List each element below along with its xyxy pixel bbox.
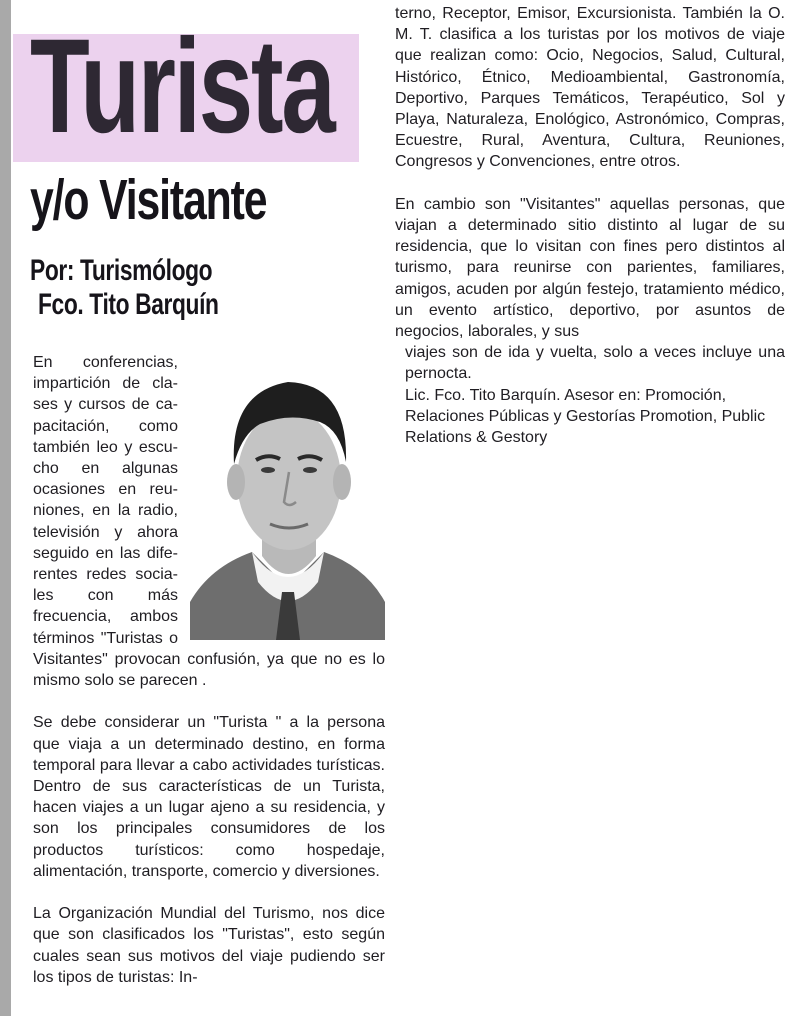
page-edge-bar (0, 0, 11, 1016)
article-paragraph-2: Se debe considerar un "Turista " a la persona que viaja a un determinado destino, en forma temporal para llevar a cabo actividades turísticas. Dentro de sus características de un Turista, hacen viajes a un lugar ajeno a su residencia, y son los principales consumidores de los productos turísticos: como hospedaje, alimentación, transporte, comercio y diversiones. (33, 714, 385, 880)
article-paragraph-5: En cambio son "Visitantes" aquellas personas, que viajan a determinado sitio distinto al lugar de su residencia, que lo visitan con fines pero distintos al turismo, para reunirse con parientes, familiares, amigos, acuden por algún festejo, tratamiento médico, un evento artístico, deportivo, por asuntos de negocios, laborales, y sus (395, 195, 785, 341)
byline-author-title: Por: Turismólogo (30, 254, 213, 287)
article-column-left (33, 352, 385, 988)
headline-turista: Turista (30, 12, 334, 161)
author-photo (190, 352, 385, 640)
article-paragraph-1: En conferencias, impartición de clases y cursos de capacitación, como también leo y escucho en algunas ocasiones en reuniones, en la radio, televisión y ahora seguido en las diferentes redes sociales con más frecuencia, ambos términos "Turistas o Visitantes" provocan confusión, ya que no es lo mismo solo se parecen . (33, 354, 385, 690)
author-portrait-icon (190, 352, 385, 640)
article-column-right (395, 3, 785, 469)
headline-visitante: y/o Visitante (30, 168, 267, 232)
byline-author-name: Fco. Tito Barquín (38, 288, 219, 321)
author-signature: Lic. Fco. Tito Barquín. Asesor en: Promoción, Relaciones Públicas y Gestorías Promotion, Public Relations & Gestory (405, 386, 766, 447)
article-paragraph-5-end: viajes son de ida y vuelta, solo a veces incluye una pernocta. (405, 344, 785, 383)
article-paragraph-3: La Organización Mundial del Turismo, nos dice que son clasificados los "Turistas", esto según cuales sean sus motivos del viaje pudiendo ser los tipos de turistas: In- (33, 905, 385, 986)
article-paragraph-4: terno, Receptor, Emisor, Excursionista. También la O. M. T. clasifica a los turistas por los motivos de viaje que realizan como: Ocio, Negocios, Salud, Cultural, Histórico, Étnico, Medioambiental, Gastronomía, Deportivo, Parques Temáticos, Terapéutico, Sol y Playa, Naturaleza, Enológico, Astronómico, Compras, Ecuestre, Rural, Aventura, Cultura, Reuniones, Congresos y Convenciones, entre otros. (395, 5, 785, 171)
